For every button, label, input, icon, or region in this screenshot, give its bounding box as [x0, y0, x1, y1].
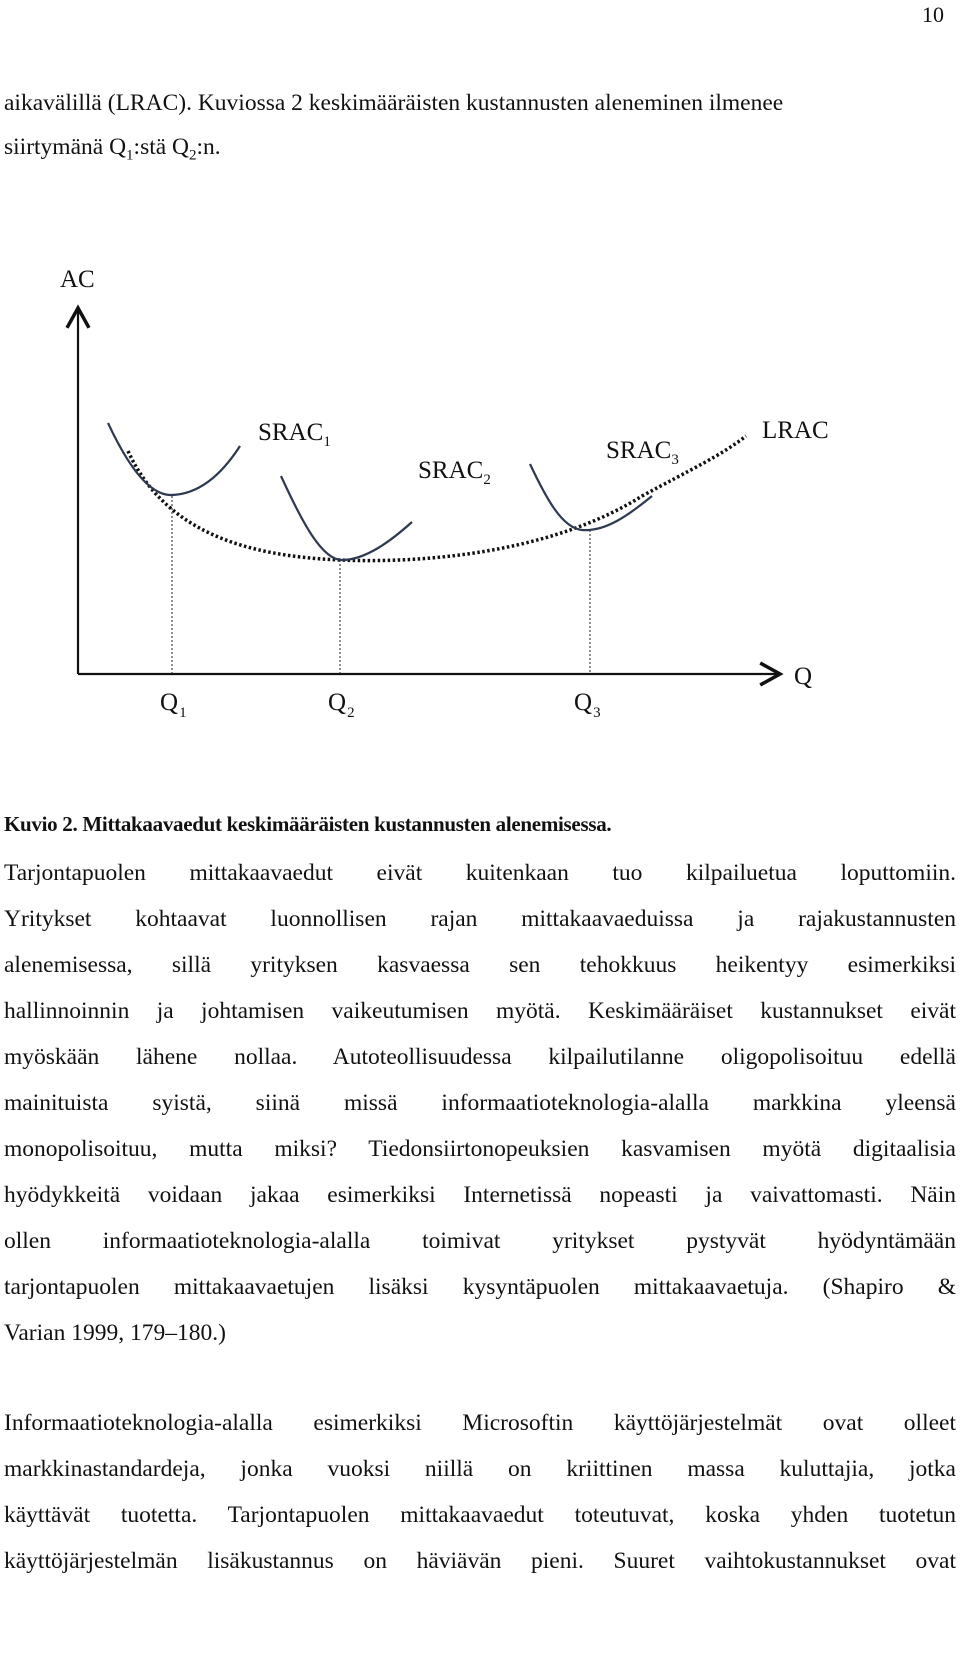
cost-curves-figure: [0, 266, 960, 740]
x-axis-label: Q: [794, 663, 813, 690]
srac3-label: $SRAC_3$: [606, 437, 679, 468]
paragraph-1-line: tarjontapuolen mittakaavaetujen lisäksi kysyntäpuolen mittakaavaetuja. (Shapiro &: [4, 1274, 956, 1300]
paragraph-1-line: hyödykkeitä voidaan jakaa esimerkiksi Internetissä nopeasti ja vaivattomasti. Näin: [4, 1182, 956, 1208]
y-axis-label: AC: [60, 266, 95, 293]
intro-line-2-mid: :stä Q: [133, 134, 190, 160]
intro-line-1: [4, 88, 956, 118]
srac1-label: $SRAC_1$: [258, 419, 331, 450]
intro-line-2-pre: siirtymänä Q: [4, 134, 127, 160]
paragraph-2-line: Informaatioteknologia-alalla esimerkiksi Microsoftin käyttöjärjestelmät ovat olleet: [4, 1410, 956, 1436]
intro-line-2-post: :n.: [196, 134, 221, 160]
paragraph-1-line: myöskään lähene nollaa. Autoteollisuudessa kilpailutilanne oligopolisoituu edellä: [4, 1044, 956, 1070]
q3-tick-label: $Q_3$: [574, 689, 601, 721]
paragraph-2-line: käyttävät tuotetta. Tarjontapuolen mittakaavaedut toteutuvat, koska yhden tuotetun: [4, 1502, 956, 1528]
paragraph-1-line: hallinnoinnin ja johtamisen vaikeutumisen myötä. Keskimääräiset kustannukset eivät: [4, 998, 956, 1024]
srac2-curve: [281, 476, 412, 560]
paragraph-1-line: monopolisoituu, mutta miksi? Tiedonsiirtonopeuksien kasvamisen myötä digitaalisia: [4, 1136, 956, 1162]
paragraph-2-line: markkinastandardeja, jonka vuoksi niillä on kriittinen massa kuluttajia, jotka: [4, 1456, 956, 1482]
lrac-label: LRAC: [762, 417, 829, 444]
intro-sub-1: 1: [126, 147, 134, 164]
intro-sub-2: 2: [189, 147, 197, 164]
paragraph-1-line: Yritykset kohtaavat luonnollisen rajan mittakaavaeduissa ja rajakustannusten: [4, 906, 956, 932]
page-number: 10: [922, 2, 944, 27]
srac1-curve: [108, 423, 240, 495]
srac3-curve: [530, 464, 652, 530]
paragraph-1-line: ollen informaatioteknologia-alalla toimivat yritykset pystyvät hyödyntämään: [4, 1228, 956, 1254]
paragraph-1-line: alenemisessa, sillä yrityksen kasvaessa sen tehokkuus heikentyy esimerkiksi: [4, 952, 956, 978]
figure-caption: Kuvio 2. Mittakaavaedut keskimääräisten kustannusten alenemisessa.: [4, 812, 612, 836]
intro-line-2: [4, 132, 956, 171]
paragraph-1-line: Tarjontapuolen mittakaavaedut eivät kuitenkaan tuo kilpailuetua loputtomiin.: [4, 860, 956, 886]
paragraph-2-line: käyttöjärjestelmän lisäkustannus on häviävän pieni. Suuret vaihtokustannukset ovat: [4, 1548, 956, 1574]
intro-line-1-text: aikavälillä (LRAC). Kuviossa 2 keskimääräisten kustannusten aleneminen ilmenee: [4, 90, 784, 116]
srac2-label: $SRAC_2$: [418, 457, 491, 488]
paragraph-1-line: mainituista syistä, siinä missä informaatioteknologia-alalla markkina yleensä: [4, 1090, 956, 1116]
q1-tick-label: $Q_1$: [160, 689, 187, 721]
q2-tick-label: $Q_2$: [328, 689, 355, 721]
paragraph-1-line: Varian 1999, 179–180.): [4, 1320, 226, 1346]
